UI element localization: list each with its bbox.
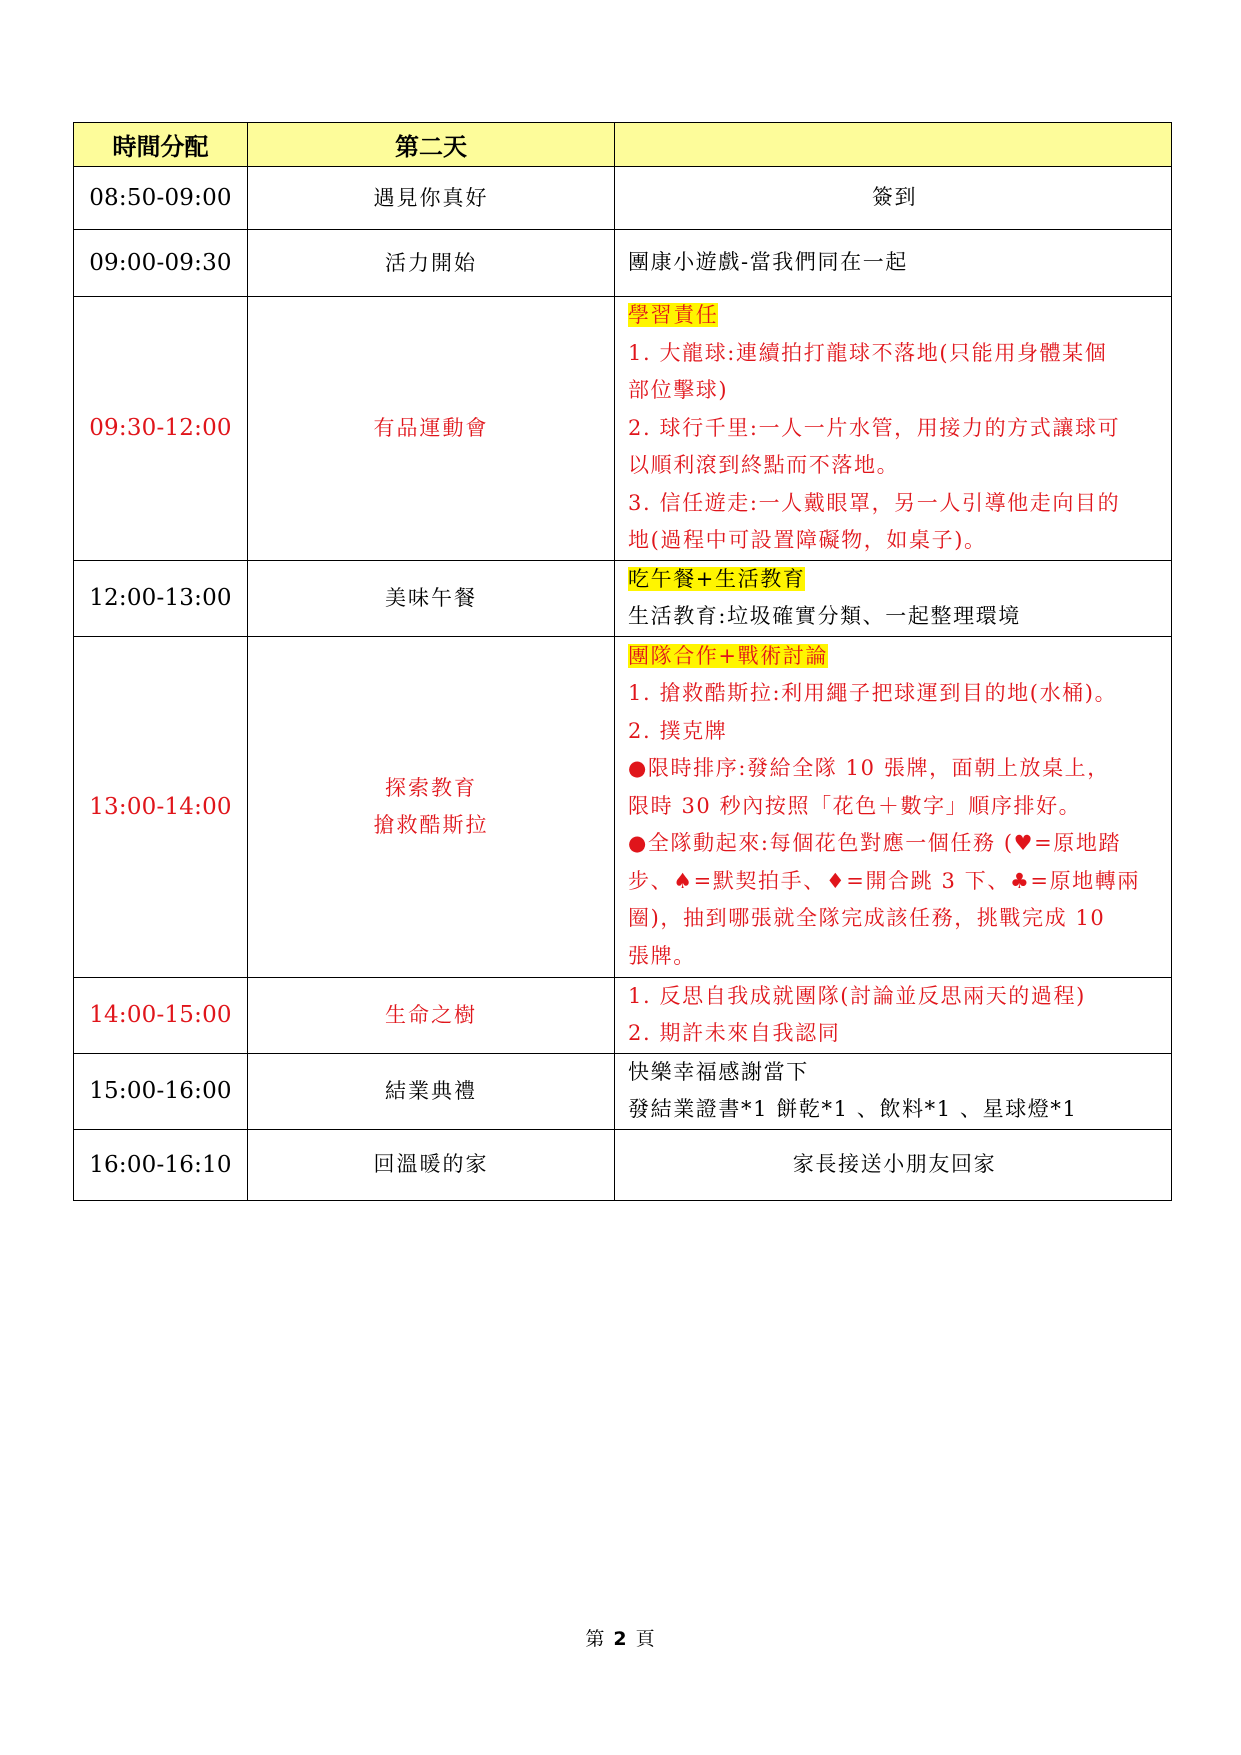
desc-line: ●限時排序:發給全隊 10 張牌，面朝上放桌上， — [628, 756, 1110, 781]
desc-cell — [615, 1053, 1172, 1129]
table-row — [74, 297, 1172, 561]
table-row — [74, 636, 1172, 977]
desc-cell — [615, 167, 1172, 230]
desc-heading: 團隊合作+戰術討論 — [628, 643, 828, 668]
desc-line: 1. 反思自我成就團隊(討論並反思兩天的過程) — [628, 983, 1086, 1008]
time-cell: 16:00-16:10 — [74, 1129, 248, 1200]
desc-line: 張牌。 — [628, 943, 696, 968]
desc-line: 以順利滾到終點而不落地。 — [628, 453, 900, 477]
activity-cell — [248, 167, 615, 230]
activity-cell — [248, 297, 615, 561]
activity-name: 活力開始 — [385, 250, 477, 275]
table-row — [74, 1053, 1172, 1129]
activity-cell — [248, 636, 615, 977]
desc-line: 生活教育:垃圾確實分類、一起整理環境 — [628, 604, 1021, 628]
activity-name: 有品運動會 — [373, 415, 489, 440]
desc-line: ●全隊動起來:每個花色對應一個任務 (♥=原地踏 — [628, 831, 1122, 856]
desc-cell — [615, 1129, 1172, 1200]
activity-cell — [248, 1129, 615, 1200]
time-cell: 12:00-13:00 — [74, 560, 248, 636]
desc-line: 步、♠=默契拍手、♦=開合跳 3 下、♣=原地轉兩 — [628, 868, 1140, 893]
header-row — [74, 123, 1172, 167]
page-footer — [0, 1624, 1241, 1651]
table-row — [74, 1129, 1172, 1200]
activity-cell — [248, 1053, 615, 1129]
desc-heading: 吃午餐+生活教育 — [628, 566, 806, 591]
activity-subname: 搶救酷斯拉 — [373, 812, 489, 837]
desc-cell — [615, 977, 1172, 1053]
desc-line: 2. 球行千里:一人一片水管，用接力的方式讓球可 — [628, 415, 1121, 440]
time-cell: 09:00-09:30 — [74, 230, 248, 297]
activity-cell — [248, 230, 615, 297]
desc-cell — [615, 636, 1172, 977]
desc-line: 2. 期許未來自我認同 — [628, 1021, 841, 1045]
desc-line: 簽到 — [871, 185, 918, 210]
desc-line: 2. 撲克牌 — [628, 718, 728, 743]
desc-line: 發結業證書*1 餅乾*1 、飲料*1 、星球燈*1 — [628, 1097, 1078, 1121]
desc-line: 地(過程中可設置障礙物，如桌子)。 — [628, 528, 987, 552]
time-cell: 14:00-15:00 — [74, 977, 248, 1053]
time-cell: 09:30-12:00 — [74, 297, 248, 561]
header-day: 第二天 — [248, 123, 615, 167]
table-row — [74, 230, 1172, 297]
table-row — [74, 560, 1172, 636]
time-cell: 08:50-09:00 — [74, 167, 248, 230]
time-cell: 13:00-14:00 — [74, 636, 248, 977]
desc-line: 限時 30 秒內按照「花色＋數字」順序排好。 — [628, 793, 1082, 818]
desc-line: 快樂幸福感謝當下 — [628, 1059, 809, 1084]
table-row — [74, 977, 1172, 1053]
time-cell: 15:00-16:00 — [74, 1053, 248, 1129]
activity-name: 生命之樹 — [385, 1002, 477, 1027]
desc-cell — [615, 560, 1172, 636]
desc-line: 圈)，抽到哪張就全隊完成該任務，挑戰完成 10 — [628, 906, 1106, 931]
activity-name: 結業典禮 — [385, 1078, 477, 1103]
desc-cell — [615, 230, 1172, 297]
desc-heading: 學習責任 — [628, 303, 719, 327]
page-suffix: 頁 — [635, 1628, 656, 1650]
table-row — [74, 167, 1172, 230]
activity-name: 遇見你真好 — [373, 185, 489, 210]
activity-cell — [248, 560, 615, 636]
page-number: 2 — [613, 1628, 628, 1650]
desc-line: 部位擊球) — [628, 378, 729, 402]
header-desc — [615, 123, 1172, 167]
desc-line: 1. 大龍球:連續拍打龍球不落地(只能用身體某個 — [628, 340, 1108, 365]
page-prefix: 第 — [585, 1628, 606, 1650]
desc-line: 3. 信任遊走:一人戴眼罩，另一人引導他走向目的 — [628, 490, 1121, 515]
header-time: 時間分配 — [74, 123, 248, 167]
activity-name: 回溫暖的家 — [373, 1152, 489, 1176]
desc-line: 1. 搶救酷斯拉:利用繩子把球運到目的地(水桶)。 — [628, 681, 1118, 706]
desc-cell — [615, 297, 1172, 561]
desc-line: 團康小遊戲-當我們同在一起 — [628, 250, 908, 275]
desc-line: 家長接送小朋友回家 — [792, 1151, 997, 1176]
schedule-table — [73, 122, 1172, 1201]
activity-cell — [248, 977, 615, 1053]
activity-name: 探索教育 — [385, 775, 477, 800]
activity-name: 美味午餐 — [385, 585, 477, 610]
